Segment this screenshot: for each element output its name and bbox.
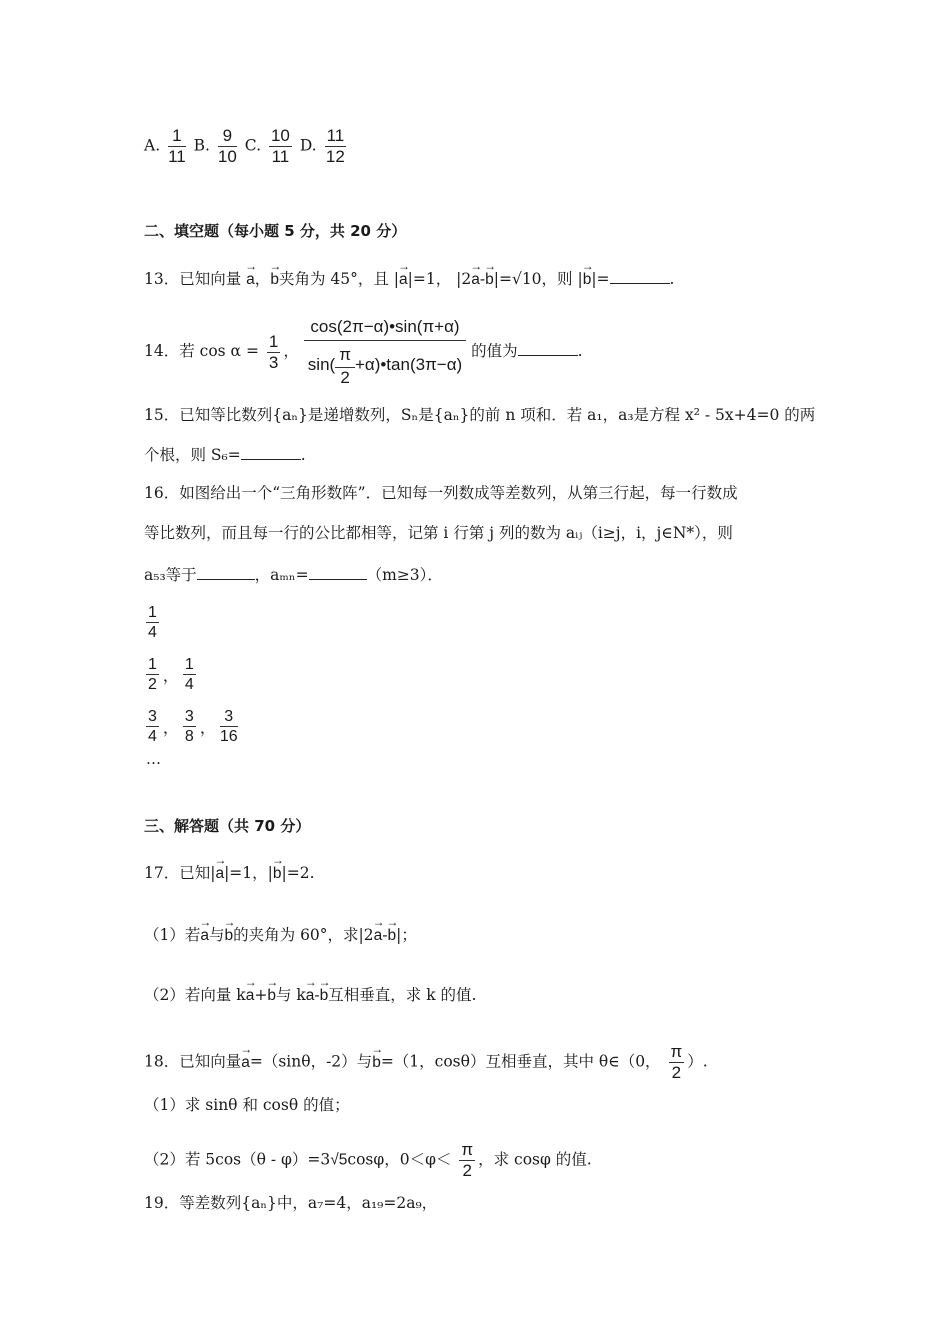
q12-options (144, 126, 349, 167)
answer-blank[interactable] (610, 269, 670, 284)
option-c-label: C. (244, 136, 262, 155)
question-16-line-1: 16．如图给出一个“三角形数阵”．已知每一列数成等差数列，从第三行起，每一行数成 (144, 484, 738, 502)
section-2-title: 二、填空题（每小题 5 分，共 20 分） (144, 222, 407, 240)
triangle-row: $\frac{1}{2}$ ， $\frac{1}{4}$ (148, 655, 194, 693)
answer-blank[interactable] (197, 565, 255, 580)
question-13: 13．已知向量 → a，→ b夹角为 45°，且 |→ a|=1， |2→ a-→ b|=√10，则 |→ b|= . (144, 268, 674, 291)
q14-expression: cos(2π−α)•sin(π+α) sin( $\frac{\pi}{2}$ +α)•tan(3π−α) (304, 314, 466, 390)
question-16-line-2: 等比数列，而且每一行的公比都相等，记第 i 行第 j 列的数为 aᵢⱼ（i≥j，i，j∈N*），则 (144, 524, 733, 542)
question-18-part-2: （2）若 5cos（θ - φ）=3√5cosφ，0＜φ＜ $\frac{\pi}{2}$ ，求 cosφ 的值. (144, 1140, 592, 1180)
question-18-part-1: （1）求 sinθ 和 cosθ 的值； (144, 1096, 350, 1114)
answer-blank[interactable] (309, 565, 367, 580)
question-18: 18．已知向量→ a=（sinθ，-2）与→ b=（1，cosθ）互相垂直，其中 θ∈（0， $\frac{\pi}{2}$ ）. (144, 1042, 708, 1083)
option-a-fraction: $\frac{1}{11}$ (168, 126, 186, 166)
question-16-line-3: a₅₃等于 ，aₘₙ= （m≥3）． (144, 566, 443, 584)
section-3-title: 三、解答题（共 70 分） (144, 817, 311, 835)
question-17-part-1: （1）若→ a与→ b的夹角为 60°，求|2→ a-→ b|； (144, 924, 417, 947)
option-b-label: B. (193, 136, 210, 155)
answer-blank[interactable] (518, 341, 578, 356)
option-b-fraction: $\frac{9}{10}$ (217, 126, 237, 166)
option-a-label: A. (144, 136, 161, 155)
question-15-line-1: 15．已知等比数列{aₙ}是递增数列，Sₙ是{aₙ}的前 n 项和．若 a₁，a₃是方程 x² - 5x+4=0 的两 (144, 406, 816, 424)
option-d-fraction: $\frac{11}{12}$ (325, 126, 345, 166)
question-17-part-2: （2）若向量 k→ a+→ b与 k→ a-→ b互相垂直，求 k 的值. (144, 984, 476, 1007)
triangle-row: $\frac{1}{4}$ (148, 603, 157, 641)
question-14: 14．若 cos α = $\frac{1}{3}$ ， cos(2π−α)•sin(π+α) sin( $\frac{\pi}{2}$ +α)•tan(3π−α) 的值为 . (144, 314, 583, 390)
option-c-fraction: $\frac{10}{11}$ (270, 126, 290, 166)
option-d-label: D. (299, 136, 317, 155)
question-15-line-2: 个根，则 S₆= . (144, 446, 306, 464)
answer-blank[interactable] (241, 445, 301, 460)
triangle-row: $\frac{3}{4}$ ， $\frac{3}{8}$ ， $\frac{3}{16}$ (148, 707, 238, 745)
question-17: 17．已知|→ a|=1，|→ b|=2. (144, 862, 315, 885)
triangle-ellipsis: … (146, 750, 161, 768)
triangle-number-array (146, 596, 242, 766)
question-19: 19．等差数列{aₙ}中，a₇=4，a₁₉=2a₉， (144, 1194, 438, 1212)
